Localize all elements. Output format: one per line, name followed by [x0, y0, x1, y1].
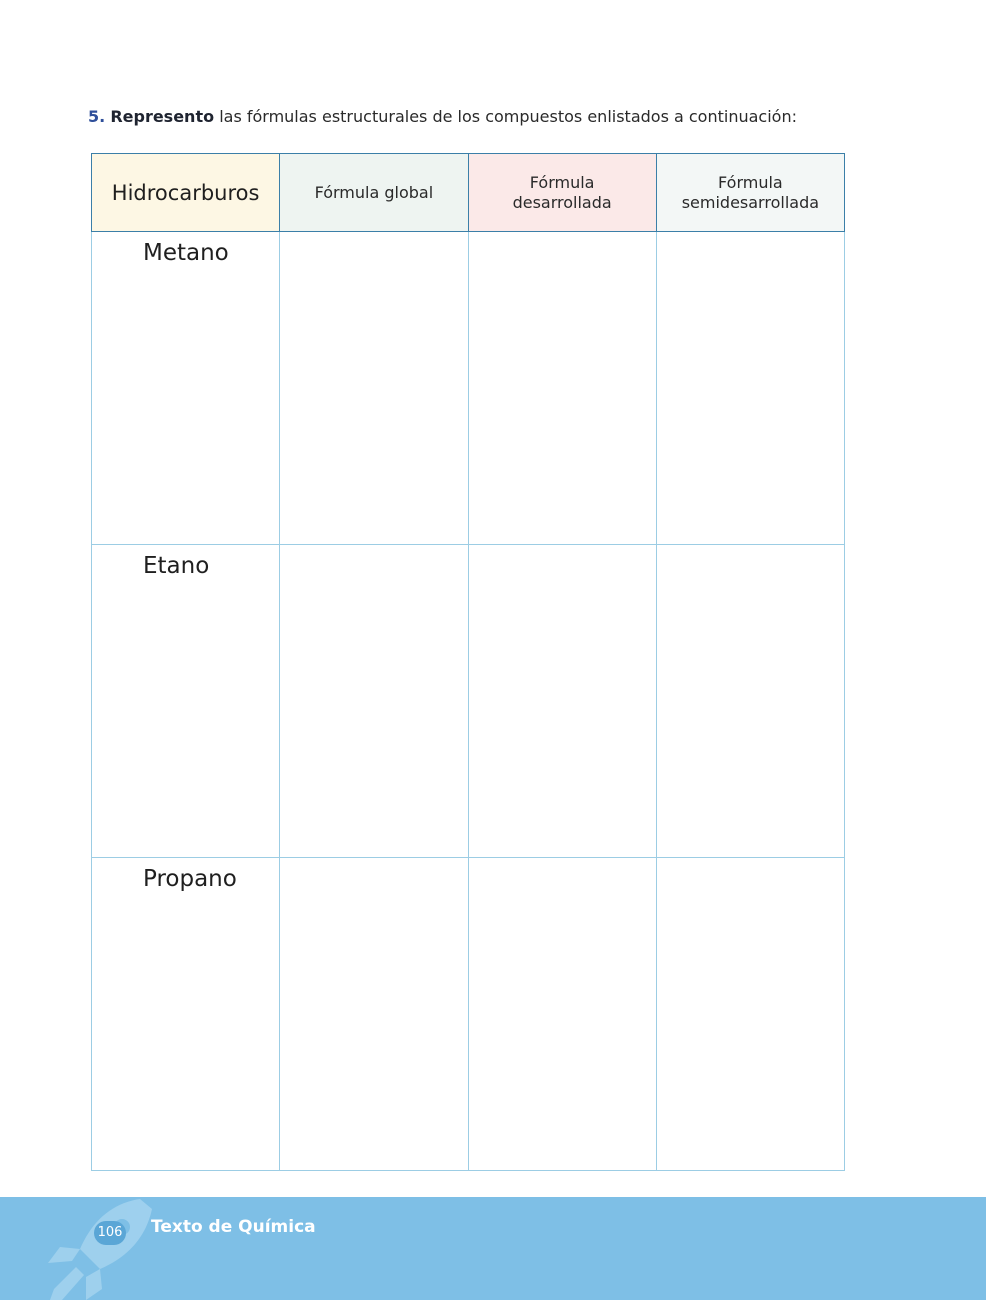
table-row — [92, 858, 845, 1171]
book-title: Texto de Química — [151, 1217, 316, 1237]
page-footer — [0, 1197, 986, 1300]
table-row — [92, 545, 845, 858]
global-formula-cell[interactable] — [280, 545, 468, 858]
exercise-number: 5. — [88, 107, 106, 126]
header-developed-formula: Fórmula desarrollada — [468, 154, 656, 232]
table-row — [92, 232, 845, 545]
exercise-text: las fórmulas estructurales de los compuestos enlistados a continuación: — [219, 107, 797, 126]
global-formula-cell[interactable] — [280, 858, 468, 1171]
exercise-instruction — [88, 106, 797, 128]
developed-formula-cell[interactable] — [468, 232, 656, 545]
header-global-formula: Fórmula global — [280, 154, 468, 232]
rocket-icon — [40, 1197, 160, 1300]
header-hydrocarbons: Hidrocarburos — [92, 154, 280, 232]
developed-formula-cell[interactable] — [468, 545, 656, 858]
global-formula-cell[interactable] — [280, 232, 468, 545]
compound-name: Propano — [92, 858, 280, 1171]
header-semideveloped-formula: Fórmula semidesarrollada — [656, 154, 844, 232]
semideveloped-formula-cell[interactable] — [656, 232, 844, 545]
page-number: 106 — [94, 1221, 126, 1245]
formula-worksheet-table — [91, 153, 845, 1171]
semideveloped-formula-cell[interactable] — [656, 858, 844, 1171]
exercise-verb: Represento — [110, 107, 215, 126]
compound-name: Metano — [92, 232, 280, 545]
table-header-row — [92, 154, 845, 232]
semideveloped-formula-cell[interactable] — [656, 545, 844, 858]
developed-formula-cell[interactable] — [468, 858, 656, 1171]
compound-name: Etano — [92, 545, 280, 858]
